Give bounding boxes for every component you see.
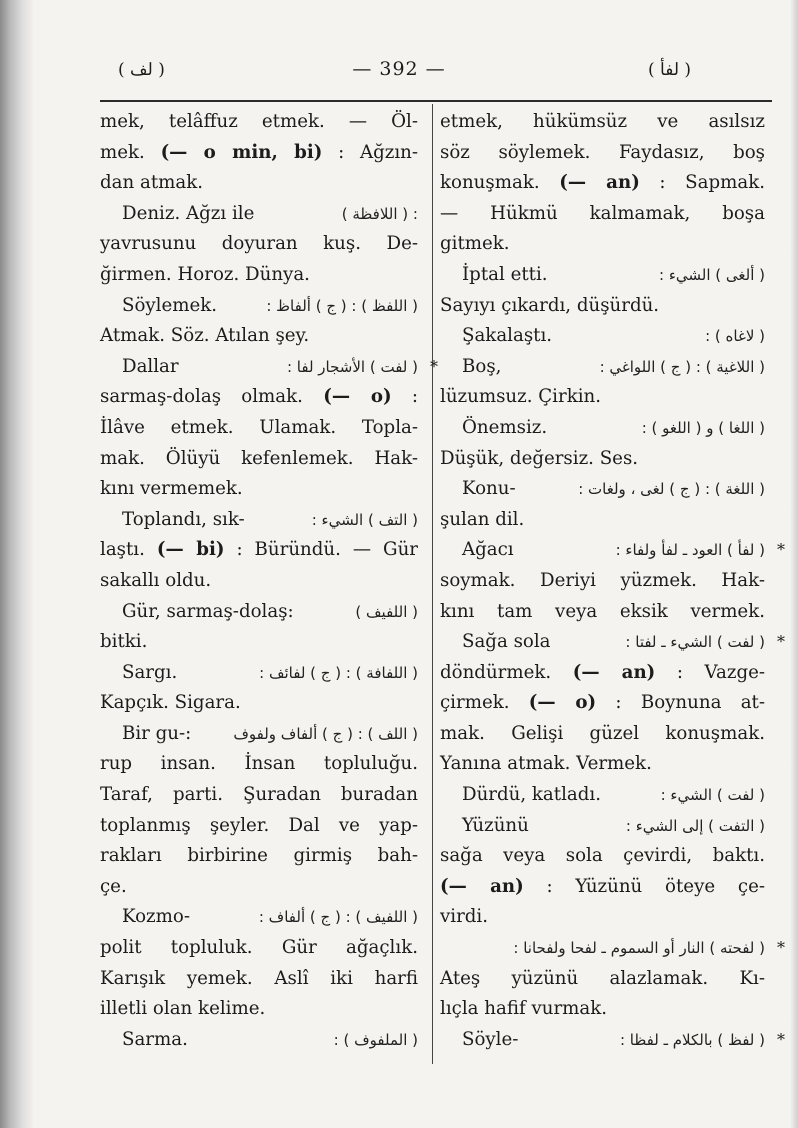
right-column [440,107,785,1055]
entry-star-marker: * [777,540,785,560]
line-text: Dürdü, katladı. [462,784,601,806]
arabic-headword: ( اللفيف ) [355,602,418,621]
text-line [440,321,765,352]
text-line [440,964,765,995]
line-text: konuşmak. [440,172,560,194]
line-text: Karışık yemek. Aslî iki harfi [100,967,418,989]
text-line [440,841,765,872]
text-line [440,811,765,842]
text-line [100,199,418,230]
entry-star-marker: * [430,356,438,376]
line-text: lıçla hafif vurmak. [440,998,608,1020]
text-line [440,444,765,475]
arabic-headword: ( لاغاه ) : [705,327,765,346]
line-text: virdi. [440,906,489,928]
text-line [440,597,765,628]
text-line [100,321,418,352]
line-text: gitmek. [440,233,510,255]
text-line [100,933,418,964]
line-text: bitki. [100,631,148,653]
text-line [100,260,418,291]
line-text: İptal etti. [462,263,548,285]
line-text: Toplandı, sık- [122,508,245,530]
line-text: yavrusunu doyuran kuş. De- [100,233,418,255]
text-line [440,382,765,413]
text-line [440,627,785,658]
line-text: döndürmek. [440,661,573,683]
page-number: — 392 — [352,58,446,80]
text-line [440,749,765,780]
entry-star-marker: * [777,1029,785,1049]
line-text: Gür, sarmaş-dolaş: [122,600,294,622]
text-line [440,688,765,719]
text-line [440,719,765,750]
line-text: çirmek. [440,692,529,714]
text-line [100,902,418,933]
text-line [440,872,765,903]
line-text: — Hükmü kalmamak, boşa [440,202,765,224]
line-text: Yanına atmak. Vermek. [440,753,652,775]
text-line [100,688,418,719]
line-text: sakallı oldu. [100,569,212,591]
text-line [440,1025,785,1056]
header-rule [100,100,772,102]
text-line [100,964,418,995]
grammar-marker: (— an) [559,172,640,194]
line-text-continued: : Vazge- [655,661,765,683]
line-text: çe. [100,875,127,897]
line-text: rup insan. İnsan topluluğu. [100,753,418,775]
entry-star-marker: * [777,632,785,652]
text-line [440,229,765,260]
grammar-marker: (— o) [528,692,597,714]
line-text: Sargı. [122,661,178,683]
arabic-headword: ( اللفظ ) : ( ج ) ألفاظ : [266,296,418,315]
line-text: Yüzünü [462,814,529,836]
text-line [440,107,765,138]
text-line [440,505,765,536]
line-text: Atmak. Söz. Atılan şey. [100,325,310,347]
text-line [440,658,765,689]
text-line [100,382,418,413]
grammar-marker: (— bi) [156,539,225,561]
line-text: sağa veya sola çevirdi, baktı. [440,845,765,867]
line-text: kını vermemek. [100,478,243,500]
line-text: Söyle- [462,1028,519,1050]
line-text: Önemsiz. [462,416,548,438]
line-text: rakları birbirine girmiş bah- [100,845,418,867]
grammar-marker: (— o) [323,386,392,408]
text-line [100,444,418,475]
text-line [440,780,765,811]
arabic-headword: ( ألغى ) الشيء : [659,265,765,284]
arabic-headword: ( لفحته ) النار أو السموم ـ لفحا ولفحانا : [513,939,765,958]
arabic-headword: ( اللفافة ) : ( ج ) لفائف : [259,663,418,682]
line-text: ğirmen. Horoz. Dünya. [100,263,310,285]
text-line [440,902,765,933]
line-text: mak. Gelişi güzel konuşmak. [440,722,765,744]
text-line [100,658,418,689]
text-line [440,199,765,230]
arabic-headword: ( لفظ ) بالكلام ـ لفظا : [619,1030,765,1049]
text-line [100,168,418,199]
arabic-headword: ( اللفيف ) : ( ج ) ألفاف : [258,908,418,927]
text-line [440,138,765,169]
line-text-continued: : Sapmak. [639,172,765,194]
line-text: Sağa sola [462,631,551,653]
arabic-headword: ( لفت ) الأشجار لفا : [286,357,418,376]
arabic-headword: ( التفت ) إلى الشيء : [625,816,765,835]
line-text-continued: : Ağzın- [322,141,418,163]
text-line [100,841,418,872]
text-line [100,749,418,780]
arabic-headword: ( اللغا ) و ( اللغو ) : [641,418,765,437]
text-line [100,1025,418,1056]
line-text: laştı. [100,539,157,561]
text-line [100,291,418,322]
text-line [100,597,418,628]
column-divider [432,104,433,1064]
line-text: kını tam veya eksik vermek. [440,600,765,622]
arabic-headword: ( الملفوف ) : [333,1030,418,1049]
text-line [100,627,418,658]
arabic-headword: ( اللغة ) : ( ج ) لغى ، ولغات : [578,480,765,499]
line-text: Şakalaştı. [462,325,553,347]
text-line [100,107,418,138]
running-header-left: ( لف ) [118,60,165,80]
line-text: Söylemek. [122,294,218,316]
line-text-continued: : [391,386,418,408]
line-text: mek, telâffuz etmek. — Öl- [100,111,418,132]
line-text: polit topluluk. Gür ağaçlık. [100,937,418,959]
line-text: Konu- [462,478,516,500]
grammar-marker: (— an) [572,661,656,683]
line-text: Bir gu-: [122,722,192,744]
line-text: şulan dil. [440,508,525,530]
line-text: illetli olan kelime. [100,998,266,1020]
line-text-continued: : Yüzünü öteye çe- [523,875,765,897]
line-text: mak. Ölüyü kefenlemek. Hak- [100,447,418,469]
text-line [440,474,765,505]
grammar-marker: (— o min, bi) [160,141,323,163]
line-text: etmek, hükümsüz ve asılsız [440,111,765,132]
text-line [440,168,765,199]
text-line [100,535,418,566]
line-text: Boş, [462,355,502,377]
arabic-headword: ( التف ) الشيء : [311,510,418,529]
line-text: sarmaş-dolaş olmak. [100,386,324,408]
line-text: Taraf, parti. Şuradan buradan [100,784,418,806]
page-binding-shadow [0,0,34,1128]
text-line [100,780,418,811]
text-line [100,719,418,750]
line-text: Sayıyı çıkardı, düşürdü. [440,294,660,316]
line-text-continued: : Boynuna at- [596,692,765,714]
text-line [440,535,785,566]
line-text: Düşük, değersiz. Ses. [440,447,639,469]
line-text: toplanmış şeyler. Dal ve yap- [100,814,418,836]
arabic-headword: ( لفت ) الشيء ـ لفتا : [625,633,765,652]
line-text: Kozmo- [122,906,190,928]
line-text: lüzumsuz. Çirkin. [440,386,602,408]
text-line [100,474,418,505]
line-text: mek. [100,141,161,163]
text-line [440,994,765,1025]
line-text: Kapçık. Sigara. [100,692,241,714]
text-line [100,994,418,1025]
arabic-headword: ( لفت ) الشيء : [660,786,765,805]
text-line [100,505,418,536]
text-line [440,413,765,444]
arabic-headword: ( اللاغية ) : ( ج ) اللواغي : [599,357,765,376]
text-line [440,352,765,383]
line-text: Ateş yüzünü alazlamak. Kı- [440,967,765,989]
line-text: Sarma. [122,1028,188,1050]
line-text: İlâve etmek. Ulamak. Topla- [100,416,418,438]
arabic-headword: ( لفأ ) العود ـ لفأ ولفاء : [615,541,765,560]
line-text: dan atmak. [100,172,204,194]
text-line [100,811,418,842]
line-text: Deniz. Ağzı ile [122,202,255,224]
arabic-headword: ( اللف ) : ( ج ) ألفاف ولفوف [233,724,418,743]
text-line [440,566,765,597]
line-text: Ağacı [462,539,514,561]
text-line [440,291,765,322]
text-line [440,260,765,291]
entry-star-marker: * [777,938,785,958]
text-line [100,352,438,383]
line-text: söz söylemek. Faydasız, boş [440,141,765,163]
line-text: soymak. Deriyi yüzmek. Hak- [440,569,765,591]
left-column [100,107,438,1055]
running-header-right: ( لفأ ) [648,60,692,80]
text-line [100,566,418,597]
line-text: Dallar [122,355,179,377]
arabic-headword: : ( اللافظة ) [341,204,418,223]
grammar-marker: (— an) [440,875,524,897]
text-line [440,933,785,964]
page-edge-shadow [790,0,798,1128]
text-line [100,229,418,260]
line-text-continued: : Büründü. — Gür [224,539,418,561]
text-line [100,872,418,903]
text-line [100,413,418,444]
text-line [100,138,418,169]
